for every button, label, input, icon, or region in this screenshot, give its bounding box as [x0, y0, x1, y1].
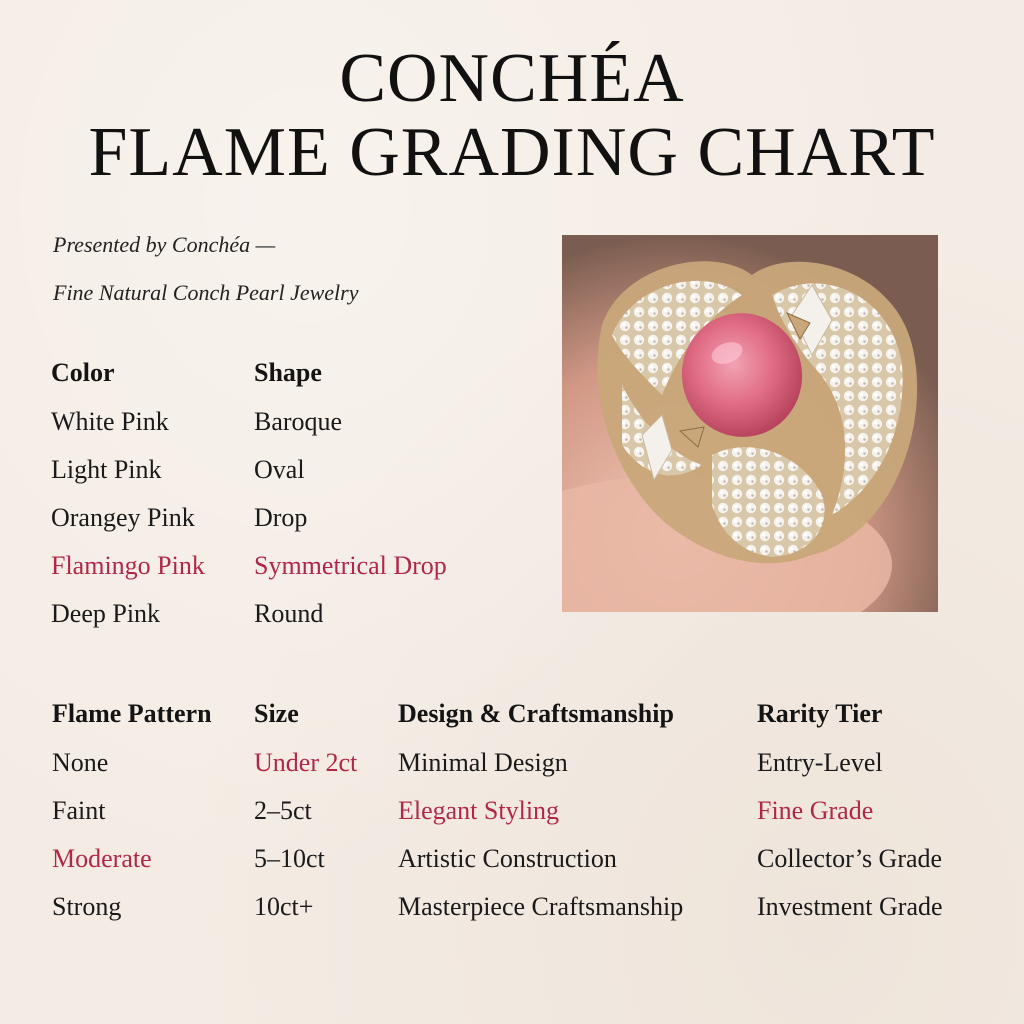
design-item: Artistic Construction [398, 844, 617, 873]
color-header: Color [51, 358, 115, 387]
color-item: White Pink [51, 407, 169, 436]
shape-column [254, 358, 447, 638]
shape-item: Symmetrical Drop [254, 551, 447, 580]
flame-pattern-item: None [52, 748, 109, 777]
design-item: Elegant Styling [398, 796, 560, 825]
flame-pattern-header: Flame Pattern [52, 699, 212, 728]
chart-title: FLAME GRADING CHART [88, 114, 936, 191]
rarity-item: Investment Grade [757, 892, 943, 921]
ring-photo [562, 235, 938, 612]
size-item: Under 2ct [254, 748, 358, 777]
color-column [51, 358, 205, 638]
shape-item: Round [254, 599, 324, 628]
rarity-item: Collector’s Grade [757, 844, 943, 873]
subtitle-tagline: Fine Natural Conch Pearl Jewelry [53, 280, 359, 305]
flame-pattern-column [52, 699, 212, 931]
color-item: Orangey Pink [51, 503, 195, 532]
color-list [51, 398, 205, 638]
flame-pattern-item: Strong [52, 892, 122, 921]
flame-pattern-list [52, 739, 212, 931]
shape-item: Drop [254, 503, 308, 532]
subtitle-presented-by: Presented by Conchéa — [53, 232, 276, 257]
shape-item: Baroque [254, 407, 343, 436]
design-item: Minimal Design [398, 748, 568, 777]
size-header: Size [254, 699, 299, 728]
shape-list [254, 398, 447, 638]
size-list [254, 739, 357, 931]
rarity-item: Entry-Level [757, 748, 883, 777]
size-item: 5–10ct [254, 844, 325, 873]
size-column [254, 699, 357, 931]
shape-item: Oval [254, 455, 305, 484]
rarity-list [757, 739, 943, 931]
design-item: Masterpiece Craftsmanship [398, 892, 684, 921]
conch-pearl-ring-illustration [562, 235, 938, 612]
color-item: Light Pink [51, 455, 162, 484]
shape-header: Shape [254, 358, 322, 387]
size-item: 2–5ct [254, 796, 312, 825]
brand-title: CONCHÉA [339, 40, 685, 117]
rarity-header: Rarity Tier [757, 699, 883, 728]
color-item: Flamingo Pink [51, 551, 205, 580]
size-item: 10ct+ [254, 892, 314, 921]
color-item: Deep Pink [51, 599, 161, 628]
flame-pattern-item: Faint [52, 796, 106, 825]
design-column [398, 699, 683, 931]
design-header: Design & Craftsmanship [398, 699, 674, 728]
rarity-item: Fine Grade [757, 796, 874, 825]
design-list [398, 739, 683, 931]
flame-pattern-item: Moderate [52, 844, 152, 873]
rarity-column [757, 699, 943, 931]
